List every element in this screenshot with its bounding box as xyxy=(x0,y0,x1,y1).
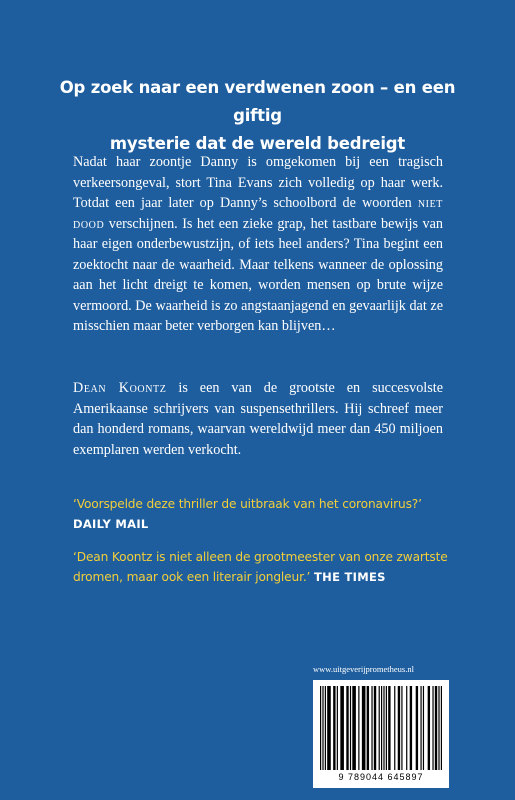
barcode xyxy=(313,680,449,788)
headline-line-1: Op zoek naar een verdwenen zoon – en een giftig xyxy=(59,78,456,125)
barcode-bar xyxy=(406,686,407,770)
publisher-url: www.uitgeverijprometheus.nl xyxy=(313,664,414,674)
barcode-bar xyxy=(367,686,369,770)
headline xyxy=(40,74,475,158)
barcode-bar xyxy=(362,686,366,770)
barcode-bar xyxy=(383,686,384,770)
barcode-bar xyxy=(386,686,387,770)
barcode-bar xyxy=(325,686,326,770)
barcode-bar xyxy=(379,686,380,770)
review-quote-2-text: ‘Dean Koontz is niet alleen de grootmeester van onze zwartste dromen, maar ook een literair jongleur.’ xyxy=(73,550,448,584)
blurb-part-2: verschijnen. Is het een zieke grap, het tastbare bewijs van haar eigen onderbewustzijn, of iets heel anders? Tina begint een zoektocht naar de waarheid. Maar telkens wanneer de oplossing aan het licht dreigt te komen, worden mensen op brute wijze vermoord. De waarheid is zo angstaanjagend en gevaarlijk dat ze misschien maar beter verborgen kan blijven… xyxy=(73,215,443,334)
barcode-bar xyxy=(337,686,338,770)
barcode-bar xyxy=(410,686,412,770)
barcode-digits: 9 789044 645897 xyxy=(338,772,424,782)
barcode-bar xyxy=(371,686,372,770)
barcode-bar xyxy=(398,686,400,770)
barcode-bar xyxy=(401,686,402,770)
barcode-bar xyxy=(374,686,376,770)
barcode-bar xyxy=(322,686,323,770)
barcode-bar xyxy=(352,686,356,770)
barcode-bar xyxy=(420,686,421,770)
barcode-bar xyxy=(435,686,437,770)
author-bio-text: is een van de grootste en succesvolste Amerikaanse schrijvers van suspensethrillers. Hij schreef meer dan honderd romans, waarvan wereldwijd meer dan 450 miljoen exemplaren werden verkocht. xyxy=(73,380,443,458)
barcode-bar xyxy=(381,686,382,770)
review-quote-1-source: DAILY MAIL xyxy=(73,517,149,531)
barcode-bar xyxy=(428,686,430,770)
barcode-bar xyxy=(423,686,424,770)
barcode-bar xyxy=(432,686,433,770)
barcode-bar xyxy=(358,686,359,770)
blurb-emphasis: niet dood xyxy=(73,195,443,232)
barcode-bars xyxy=(320,686,442,772)
review-quote-2 xyxy=(73,547,458,587)
barcode-bar xyxy=(438,686,439,770)
barcode-bar xyxy=(416,686,418,770)
barcode-bar xyxy=(340,686,344,770)
review-quote-1 xyxy=(73,494,458,534)
barcode-bar xyxy=(327,686,331,770)
barcode-bar xyxy=(350,686,351,770)
review-quote-1-text: ‘Voorspelde deze thriller de uitbraak van het coronavirus?’ xyxy=(73,497,422,511)
headline-line-2: mysterie dat de wereld bedreigt xyxy=(109,134,406,153)
blurb xyxy=(73,152,443,337)
blurb-part-1: Nadat haar zoontje Danny is omgekomen bij een tragisch verkeersongeval, stort Tina Evans zich volledig op haar werk. Totdat een jaar later op Danny’s schoolbord de woorden xyxy=(73,154,443,211)
barcode-bar xyxy=(333,686,335,770)
review-quote-2-source: THE TIMES xyxy=(314,570,386,584)
barcode-bar xyxy=(346,686,348,770)
barcode-bar xyxy=(441,686,442,770)
barcode-bar xyxy=(320,686,321,770)
author-bio xyxy=(73,378,443,460)
author-name: Dean Koontz xyxy=(73,380,167,396)
barcode-bar xyxy=(388,686,390,770)
barcode-bar xyxy=(394,686,395,770)
